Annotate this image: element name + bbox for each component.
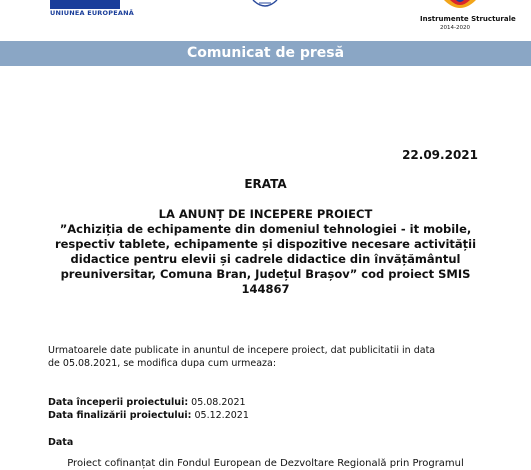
government-seal-icon: [252, 0, 278, 8]
footer-note: Proiect cofinanțat din Fondul European de Dezvoltare Regională prin Programul: [67, 458, 464, 469]
start-date-label: Data începerii proiectului:: [48, 397, 189, 408]
instrumente-structurale-logo: [418, 0, 516, 40]
extra-date-row: [48, 437, 73, 448]
announcement-line: 144867: [241, 282, 290, 296]
logo-strip: [0, 0, 531, 40]
banner-title: Comunicat de presă: [186, 45, 345, 61]
intro-line: Urmatoarele date publicate in anuntul de incepere proiect, dat publicitatii in data: [48, 345, 436, 356]
document-date: 22.09.2021: [402, 148, 478, 162]
intro-line: de 05.08.2021, se modifica dupa cum urmeaza:: [48, 358, 277, 369]
eu-label: UNIUNEA EUROPEANĂ: [50, 9, 134, 17]
eu-logo: [48, 0, 134, 20]
end-date-row: [48, 410, 249, 421]
intro-paragraph: [48, 344, 488, 370]
start-date-row: [48, 397, 246, 408]
announcement-line: preuniversitar, Comuna Bran, Județul Brașov” cod proiect SMIS: [60, 267, 471, 281]
end-date-label: Data finalizării proiectului:: [48, 410, 192, 421]
announcement-line: respectiv tablete, echipamente și dispozitive necesare activității: [54, 237, 477, 251]
end-date-value: 05.12.2021: [194, 410, 249, 421]
announcement-line: ”Achiziția de echipamente din domeniul tehnologiei - it mobile,: [59, 222, 472, 236]
is-years: 2014-2020: [440, 25, 470, 31]
announcement-title: [40, 207, 491, 297]
press-release-banner: [0, 41, 531, 66]
eu-flag-icon: [50, 0, 120, 9]
is-label: Instrumente Structurale: [420, 15, 516, 23]
announcement-line: didactice pentru elevii și cadrele didactice din învățământul: [70, 252, 461, 266]
is-emblem-icon: [440, 0, 480, 14]
start-date-value: 05.08.2021: [191, 397, 246, 408]
extra-date-label: Data: [48, 437, 74, 448]
announcement-line: LA ANUNȚ DE INCEPERE PROIECT: [158, 207, 373, 221]
erata-heading: ERATA: [244, 177, 287, 191]
